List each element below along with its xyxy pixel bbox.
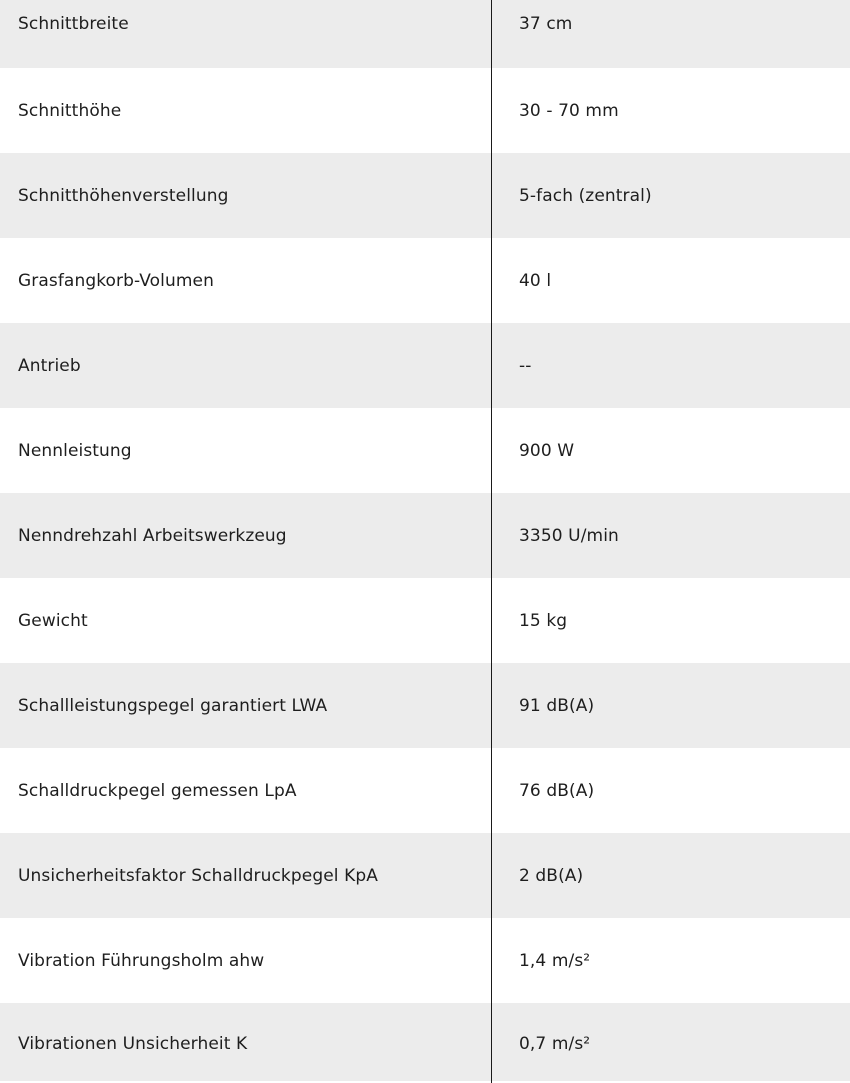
spec-label: Grasfangkorb-Volumen <box>18 270 214 291</box>
spec-label: Schallleistungspegel garantiert LWA <box>18 695 328 716</box>
spec-row-rated-speed <box>0 493 850 578</box>
column-divider <box>491 0 492 1083</box>
spec-label: Nennleistung <box>18 440 132 461</box>
spec-value: 5-fach (zentral) <box>519 185 652 206</box>
spec-value: 40 l <box>519 270 552 291</box>
spec-row-grass-box-volume <box>0 238 850 323</box>
spec-label: Vibrationen Unsicherheit K <box>18 1034 248 1054</box>
spec-label: Nenndrehzahl Arbeitswerkzeug <box>18 525 287 546</box>
spec-value: 0,7 m/s² <box>519 1034 591 1054</box>
spec-label: Schalldruckpegel gemessen LpA <box>18 780 297 801</box>
spec-label: Schnitthöhe <box>18 100 122 121</box>
spec-row-height-adjustment <box>0 153 850 238</box>
spec-value: 15 kg <box>519 610 568 631</box>
spec-label: Gewicht <box>18 610 88 631</box>
spec-value: 2 dB(A) <box>519 865 584 886</box>
spec-row-cutting-height <box>0 68 850 153</box>
spec-row-sound-uncertainty <box>0 833 850 918</box>
spec-value: 30 - 70 mm <box>519 100 619 121</box>
spec-row-weight <box>0 578 850 663</box>
spec-value: 3350 U/min <box>519 525 619 546</box>
spec-row-vibration-uncertainty <box>0 1003 850 1081</box>
spec-label: Unsicherheitsfaktor Schalldruckpegel KpA <box>18 865 378 886</box>
spec-row-handle-vibration <box>0 918 850 1003</box>
spec-label: Schnittbreite <box>18 14 129 34</box>
spec-row-drive <box>0 323 850 408</box>
spec-row-sound-pressure-level <box>0 748 850 833</box>
spec-label: Vibration Führungsholm ahw <box>18 950 265 971</box>
spec-value: 1,4 m/s² <box>519 950 591 971</box>
spec-label: Schnitthöhenverstellung <box>18 185 229 206</box>
spec-row-sound-power-level <box>0 663 850 748</box>
spec-row-rated-power <box>0 408 850 493</box>
spec-value: 37 cm <box>519 14 573 34</box>
spec-value: 900 W <box>519 440 575 461</box>
spec-value: 91 dB(A) <box>519 695 595 716</box>
spec-label: Antrieb <box>18 355 81 376</box>
spec-value: -- <box>519 355 532 376</box>
spec-row-cutting-width <box>0 0 850 68</box>
spec-value: 76 dB(A) <box>519 780 595 801</box>
